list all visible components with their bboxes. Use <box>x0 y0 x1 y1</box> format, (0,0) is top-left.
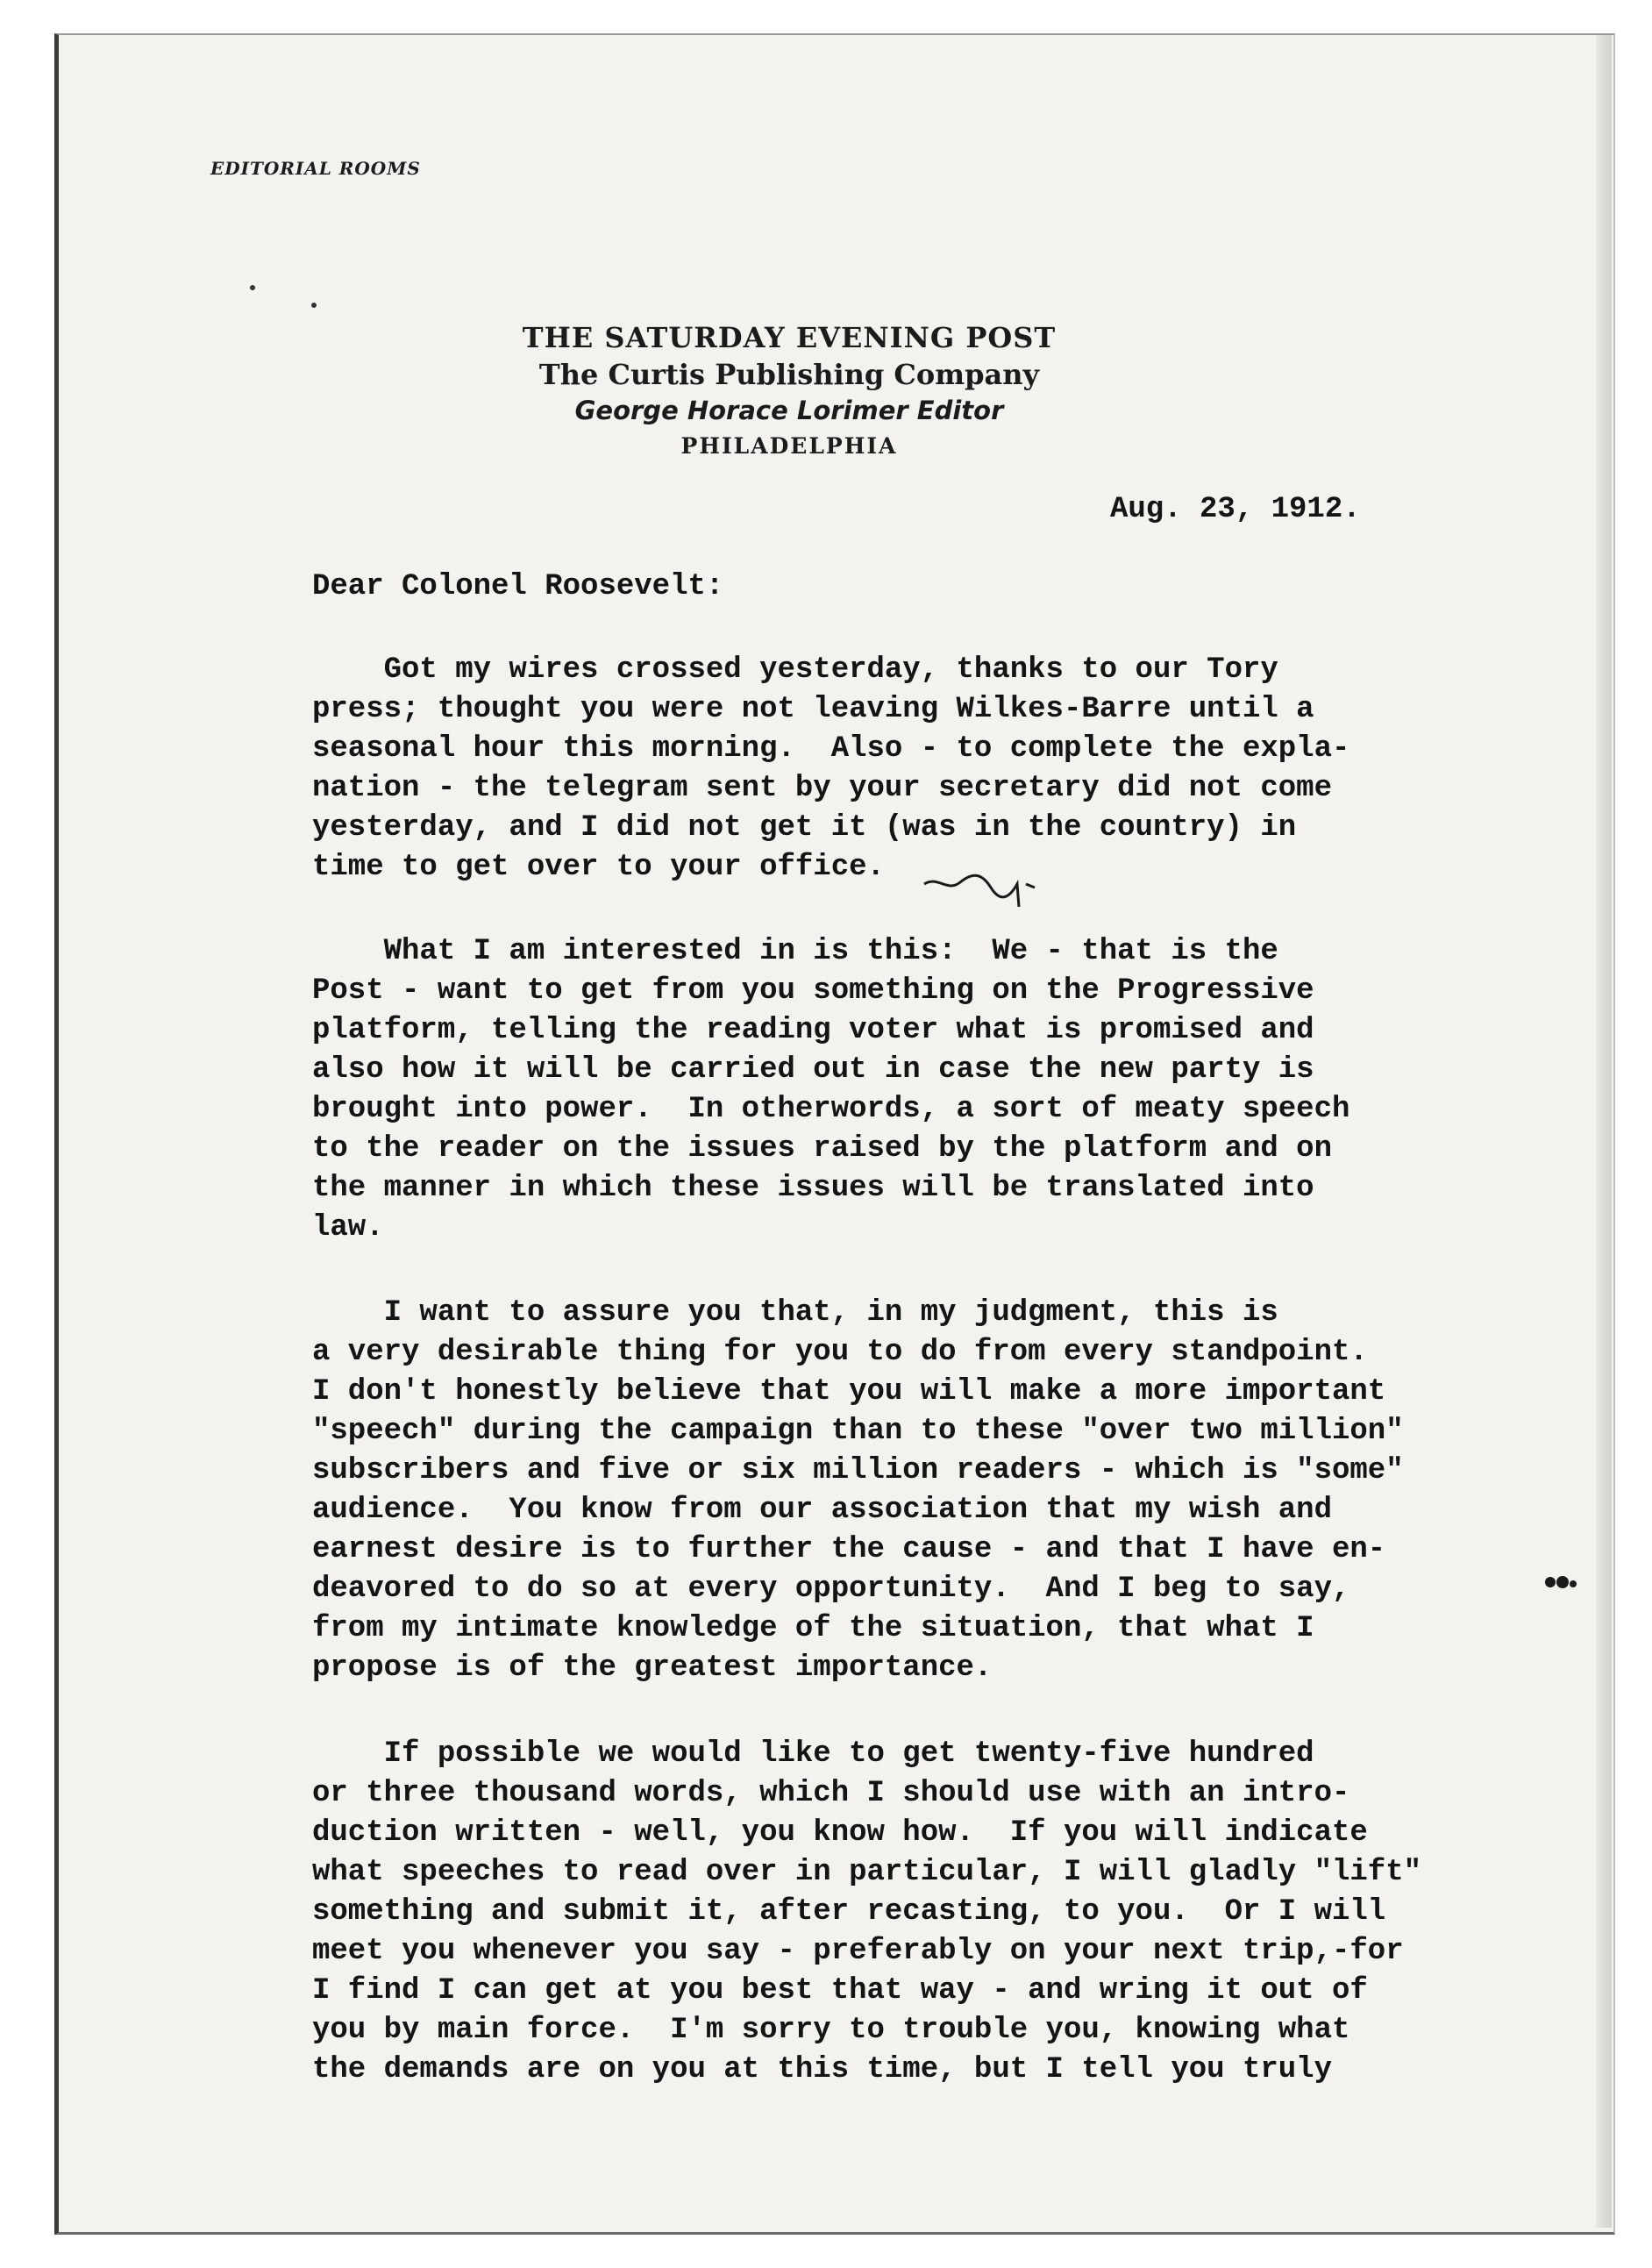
paragraph-line: you by main force. I'm sorry to trouble you, knowing what <box>312 2014 1350 2047</box>
paragraph-line: Post - want to get from you something on the Progressive <box>312 974 1314 1008</box>
paragraph-line: I find I can get at you best that way - and wring it out of <box>312 1974 1368 2008</box>
paragraph-line: subscribers and five or six million readers - which is "some" <box>312 1454 1404 1487</box>
paragraph-line: press; thought you were not leaving Wilkes-Barre until a <box>312 693 1314 726</box>
company-name: The Curtis Publishing Company <box>538 358 1040 391</box>
paragraph-line: meet you whenever you say - preferably on your next trip,-for <box>312 1935 1404 1968</box>
paragraph-line: also how it will be carried out in case the new party is <box>312 1053 1314 1087</box>
paragraph-line: yesterday, and I did not get it (was in the country) in <box>312 811 1297 845</box>
paragraph-line: earnest desire is to further the cause - and that I have en- <box>312 1533 1386 1566</box>
paragraph-line: If possible we would like to get twenty-five hundred <box>312 1737 1314 1771</box>
sheet-edge-shadow <box>1596 35 1612 2228</box>
publication-name: THE SATURDAY EVENING POST <box>522 321 1057 354</box>
editor-name: George Horace Lorimer Editor <box>574 396 1004 425</box>
paragraph-line: something and submit it, after recasting, to you. Or I will <box>312 1895 1386 1929</box>
paragraph-line: what speeches to read over in particular, I will gladly "lift" <box>312 1856 1422 1889</box>
paragraph-line: law. <box>312 1211 384 1245</box>
letter-date: Aug. 23, 1912. <box>1110 493 1361 526</box>
editorial-rooms-label: EDITORIAL ROOMS <box>210 158 421 179</box>
paragraph-4 <box>312 1735 1487 2090</box>
letterhead <box>474 319 1105 465</box>
paragraph-line: from my intimate knowledge of the situation, that what I <box>312 1612 1314 1645</box>
paragraph-line: platform, telling the reading voter what is promised and <box>312 1014 1314 1047</box>
paragraph-line: or three thousand words, which I should use with an intro- <box>312 1777 1350 1810</box>
paragraph-line: I don't honestly believe that you will make a more important <box>312 1375 1386 1409</box>
paragraph-line: I want to assure you that, in my judgment, this is <box>312 1296 1278 1330</box>
paragraph-line: audience. You know from our association that my wish and <box>312 1494 1332 1527</box>
paragraph-line: deavored to do so at every opportunity. And I beg to say, <box>312 1573 1350 1606</box>
paragraph-line: duction written - well, you know how. If you will indicate <box>312 1816 1368 1850</box>
salutation: Dear Colonel Roosevelt: <box>312 570 724 603</box>
city-name: PHILADELPHIA <box>680 433 898 459</box>
paragraph-line: Got my wires crossed yesterday, thanks to our Tory <box>312 653 1278 687</box>
handwritten-today-annotation <box>921 858 1052 910</box>
paragraph-2 <box>312 932 1487 1248</box>
paragraph-line: nation - the telegram sent by your secretary did not come <box>312 772 1332 805</box>
ink-blot-mark <box>1543 1570 1578 1596</box>
paragraph-line: What I am interested in is this: We - that is the <box>312 935 1278 968</box>
paragraph-line: the manner in which these issues will be translated into <box>312 1172 1314 1205</box>
paragraph-1 <box>312 651 1487 888</box>
paragraph-line: time to get over to your office. <box>312 851 885 884</box>
paragraph-line: a very desirable thing for you to do from every standpoint. <box>312 1336 1368 1369</box>
paragraph-line: to the reader on the issues raised by the platform and on <box>312 1132 1332 1166</box>
paragraph-3 <box>312 1294 1487 1688</box>
paragraph-line: the demands are on you at this time, but I tell you truly <box>312 2053 1332 2086</box>
paragraph-line: brought into power. In otherwords, a sort of meaty speech <box>312 1093 1350 1126</box>
paragraph-line: propose is of the greatest importance. <box>312 1651 993 1685</box>
paragraph-line: "speech" during the campaign than to these "over two million" <box>312 1415 1404 1448</box>
paragraph-line: seasonal hour this morning. Also - to complete the expla- <box>312 732 1350 766</box>
stray-dot-marks <box>247 282 317 309</box>
